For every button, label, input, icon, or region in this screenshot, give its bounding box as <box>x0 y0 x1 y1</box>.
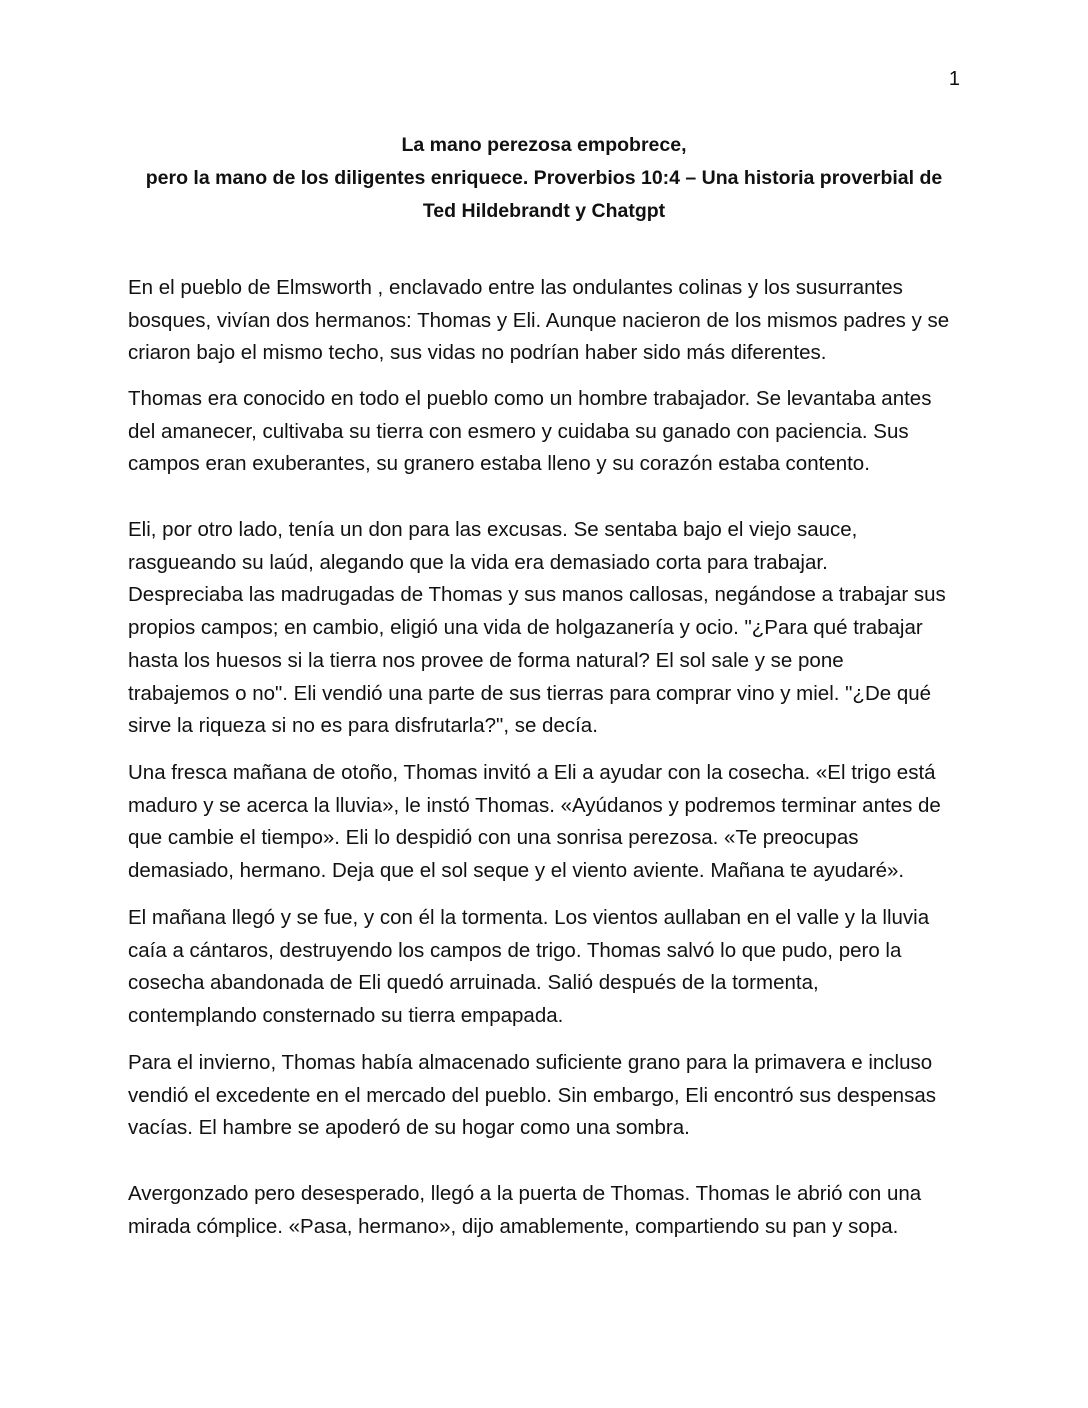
paragraph-5 <box>128 902 968 1033</box>
paragraph-6 <box>128 1047 968 1145</box>
text-line: campos eran exuberantes, su granero estaba lleno y su corazón estaba contento. <box>128 452 870 476</box>
text-line: demasiado, hermano. Deja que el sol seque y el viento aviente. Mañana te ayudaré». <box>128 859 905 883</box>
text-line: hasta los huesos si la tierra nos provee de forma natural? El sol sale y se pone <box>128 648 844 672</box>
text-line: vendió el excedente en el mercado del pueblo. Sin embargo, Eli encontró sus despensas <box>128 1083 936 1107</box>
text-line: del amanecer, cultivaba su tierra con esmero y cuidaba su ganado con paciencia. Sus <box>128 419 909 443</box>
text-line: En el pueblo de Elmsworth , enclavado entre las ondulantes colinas y los susurrantes <box>128 276 903 299</box>
paragraph-2 <box>128 383 968 481</box>
text-line: mirada cómplice. «Pasa, hermano», dijo amablemente, compartiendo su pan y sopa. <box>128 1214 899 1238</box>
text-line: Despreciaba las madrugadas de Thomas y sus manos callosas, negándose a trabajar sus <box>128 583 946 607</box>
text-line: Thomas era conocido en todo el pueblo como un hombre trabajador. Se levantaba antes <box>128 387 932 410</box>
title-line-2: pero la mano de los diligentes enriquece. Proverbios 10:4 – Una historia proverbial de <box>145 167 943 189</box>
text-line: contemplando consternado su tierra empapada. <box>128 1004 564 1028</box>
title-line-3: Ted Hildebrandt y Chatgpt <box>422 200 666 222</box>
text-line: Avergonzado pero desesperado, llegó a la puerta de Thomas. Thomas le abrió con una <box>128 1182 922 1205</box>
paragraph-3 <box>128 514 968 743</box>
text-line: El mañana llegó y se fue, y con él la tormenta. Los vientos aullaban en el valle y la lluvia <box>128 906 930 929</box>
text-line: vacías. El hambre se apoderó de su hogar como una sombra. <box>128 1116 690 1140</box>
title-line-1: La mano perezosa empobrece, <box>401 134 687 156</box>
text-line: Eli, por otro lado, tenía un don para las excusas. Se sentaba bajo el viejo sauce, <box>128 518 858 541</box>
text-line: Una fresca mañana de otoño, Thomas invitó a Eli a ayudar con la cosecha. «El trigo está <box>128 761 936 784</box>
text-line: propios campos; en cambio, eligió una vida de holgazanería y ocio. "¿Para qué trabajar <box>128 616 923 640</box>
text-line: trabajemos o no". Eli vendió una parte de sus tierras para comprar vino y miel. "¿De qué <box>128 681 932 705</box>
text-line: que cambie el tiempo». Eli lo despidió con una sonrisa perezosa. «Te preocupas <box>128 826 859 850</box>
text-line: criaron bajo el mismo techo, sus vidas no podrían haber sido más diferentes. <box>128 341 827 365</box>
page-number: 1 <box>948 68 960 90</box>
text-line: sirve la riqueza si no es para disfrutarla?", se decía. <box>128 714 598 738</box>
text-line: rasgueando su laúd, alegando que la vida era demasiado corta para trabajar. <box>128 550 828 574</box>
text-line: maduro y se acerca la lluvia», le instó Thomas. «Ayúdanos y podremos terminar antes de <box>128 793 941 817</box>
text-line: cosecha abandonada de Eli quedó arruinada. Salió después de la tormenta, <box>128 971 819 995</box>
text-line: bosques, vivían dos hermanos: Thomas y Eli. Aunque nacieron de los mismos padres y se <box>128 308 950 332</box>
paragraph-7 <box>128 1178 968 1243</box>
paragraph-4 <box>128 757 968 888</box>
text-line: caía a cántaros, destruyendo los campos de trigo. Thomas salvó lo que pudo, pero la <box>128 938 902 962</box>
text-line: Para el invierno, Thomas había almacenado suficiente grano para la primavera e incluso <box>128 1051 933 1074</box>
document-title <box>120 129 968 228</box>
paragraph-1 <box>128 272 968 370</box>
